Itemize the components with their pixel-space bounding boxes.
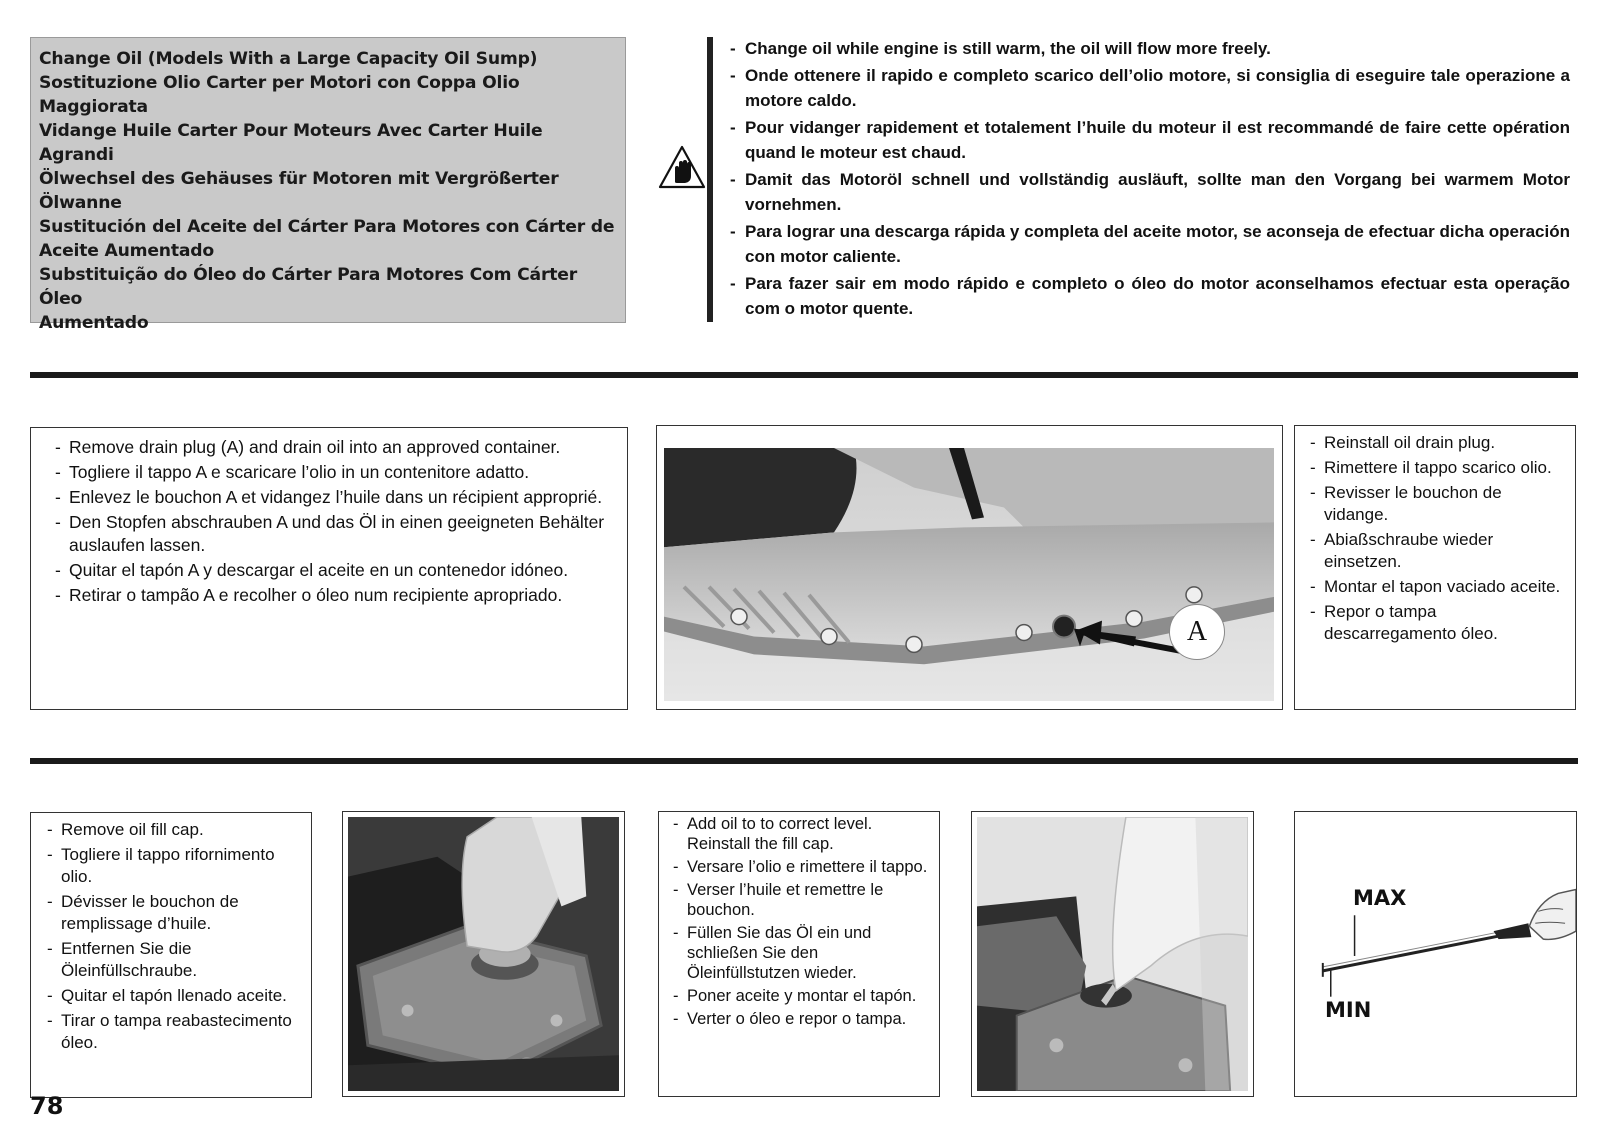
page-number: 78 (30, 1092, 64, 1120)
instruction-item: - Remove drain plug (A) and drain oil into an approved container. (55, 436, 619, 459)
instruction-item: - Quitar el tapón A y descargar el aceite en un contenedor idóneo. (55, 559, 619, 582)
instruction-item: - Revisser le bouchon de vidange. (1310, 482, 1567, 526)
title-line: Sostituzione Olio Carter per Motori con Coppa Olio Maggiorata (39, 73, 520, 117)
note-item: - Pour vidanger rapidement et totalement l’huile du moteur il est recommandé de faire cette opération quand le moteur est chaud. (730, 115, 1570, 165)
title-line: Substituição do Óleo do Cárter Para Motores Com Cárter Óleo (39, 265, 577, 309)
section-divider (30, 758, 1578, 764)
title-line: Vidange Huile Carter Pour Moteurs Avec Carter Huile Agrandi (39, 121, 543, 165)
section-divider (30, 372, 1578, 378)
instruction-item: - Füllen Sie das Öl ein und schließen Sie den Öleinfüllstutzen wieder. (673, 923, 933, 983)
note-item: - Damit das Motoröl schnell und vollständig ausläuft, sollte man den Vorgang bei warmem Motor vornehmen. (730, 167, 1570, 217)
dipstick-max-label: MAX (1353, 886, 1407, 910)
instruction-item: - Retirar o tampão A e recolher o óleo num recipiente apropriado. (55, 584, 619, 607)
instruction-item: - Tirar o tampa reabastecimento óleo. (47, 1010, 305, 1054)
fill-cap-instructions-box (30, 812, 312, 1098)
instruction-item: - Abiaßschraube wieder einsetzen. (1310, 529, 1567, 573)
instruction-item: - Rimettere il tappo scarico olio. (1310, 457, 1567, 479)
instruction-item: - Entfernen Sie die Öleinfüllschraube. (47, 938, 305, 982)
title-line: Ölwechsel des Gehäuses für Motoren mit Vergrößerter Ölwanne (39, 169, 559, 213)
reinstall-instructions-box (1294, 425, 1576, 710)
note-item: - Onde ottenere il rapido e completo scarico dell’olio motore, si consiglia di eseguire tale operazione a motore caldo. (730, 63, 1570, 113)
note-item: - Para fazer sair em modo rápido e completo o óleo do motor aconselhamos efectuar esta operação com o motor quente. (730, 271, 1570, 321)
instruction-item: - Add oil to to correct level. Reinstall the fill cap. (673, 814, 933, 854)
title-line: Aceite Aumentado (39, 241, 214, 261)
drain-instructions-box (30, 427, 628, 710)
note-item: - Change oil while engine is still warm, the oil will flow more freely. (730, 36, 1570, 61)
instruction-item: - Den Stopfen abschrauben A und das Öl in einen geeigneten Behälter auslaufen lassen. (55, 511, 619, 557)
add-oil-instructions-box (658, 811, 940, 1097)
instruction-item: - Reinstall oil drain plug. (1310, 432, 1567, 454)
instruction-item: - Versare l’olio e rimettere il tappo. (673, 857, 933, 877)
instruction-item: - Dévisser le bouchon de remplissage d’huile. (47, 891, 305, 935)
instruction-item: - Quitar el tapón llenado aceite. (47, 985, 305, 1007)
oil-sump-photo (656, 425, 1283, 710)
instruction-item: - Remove oil fill cap. (47, 819, 305, 841)
warning-notes (730, 36, 1570, 323)
pouring-oil-photo (971, 811, 1254, 1097)
instruction-item: - Repor o tampa descarregamento óleo. (1310, 601, 1567, 645)
title-line: Sustitución del Aceite del Cárter Para Motores con Cárter de (39, 217, 615, 237)
note-item: - Para lograr una descarga rápida y completa del aceite motor, se aconseja de efectuar dicha operación con motor caliente. (730, 219, 1570, 269)
instruction-item: - Enlevez le bouchon A et vidangez l’huile dans un récipient approprié. (55, 486, 619, 509)
fill-cap-photo (342, 811, 625, 1097)
hand-warning-icon (658, 145, 706, 189)
section-title-box (30, 37, 626, 333)
note-divider-bar (707, 37, 713, 322)
callout-label-a: A (1169, 604, 1225, 660)
instruction-item: - Verser l’huile et remettre le bouchon. (673, 880, 933, 920)
instruction-item: - Togliere il tappo A e scaricare l’olio in un contenitore adatto. (55, 461, 619, 484)
instruction-item: - Poner aceite y montar el tapón. (673, 986, 933, 1006)
title-line: Aumentado (39, 313, 149, 333)
title-line: Change Oil (Models With a Large Capacity Oil Sump) (39, 49, 538, 69)
instruction-item: - Verter o óleo e repor o tampa. (673, 1009, 933, 1029)
dipstick-min-label: MIN (1325, 998, 1372, 1022)
dipstick-illustration (1294, 811, 1577, 1097)
instruction-item: - Togliere il tappo rifornimento olio. (47, 844, 305, 888)
instruction-item: - Montar el tapon vaciado aceite. (1310, 576, 1567, 598)
